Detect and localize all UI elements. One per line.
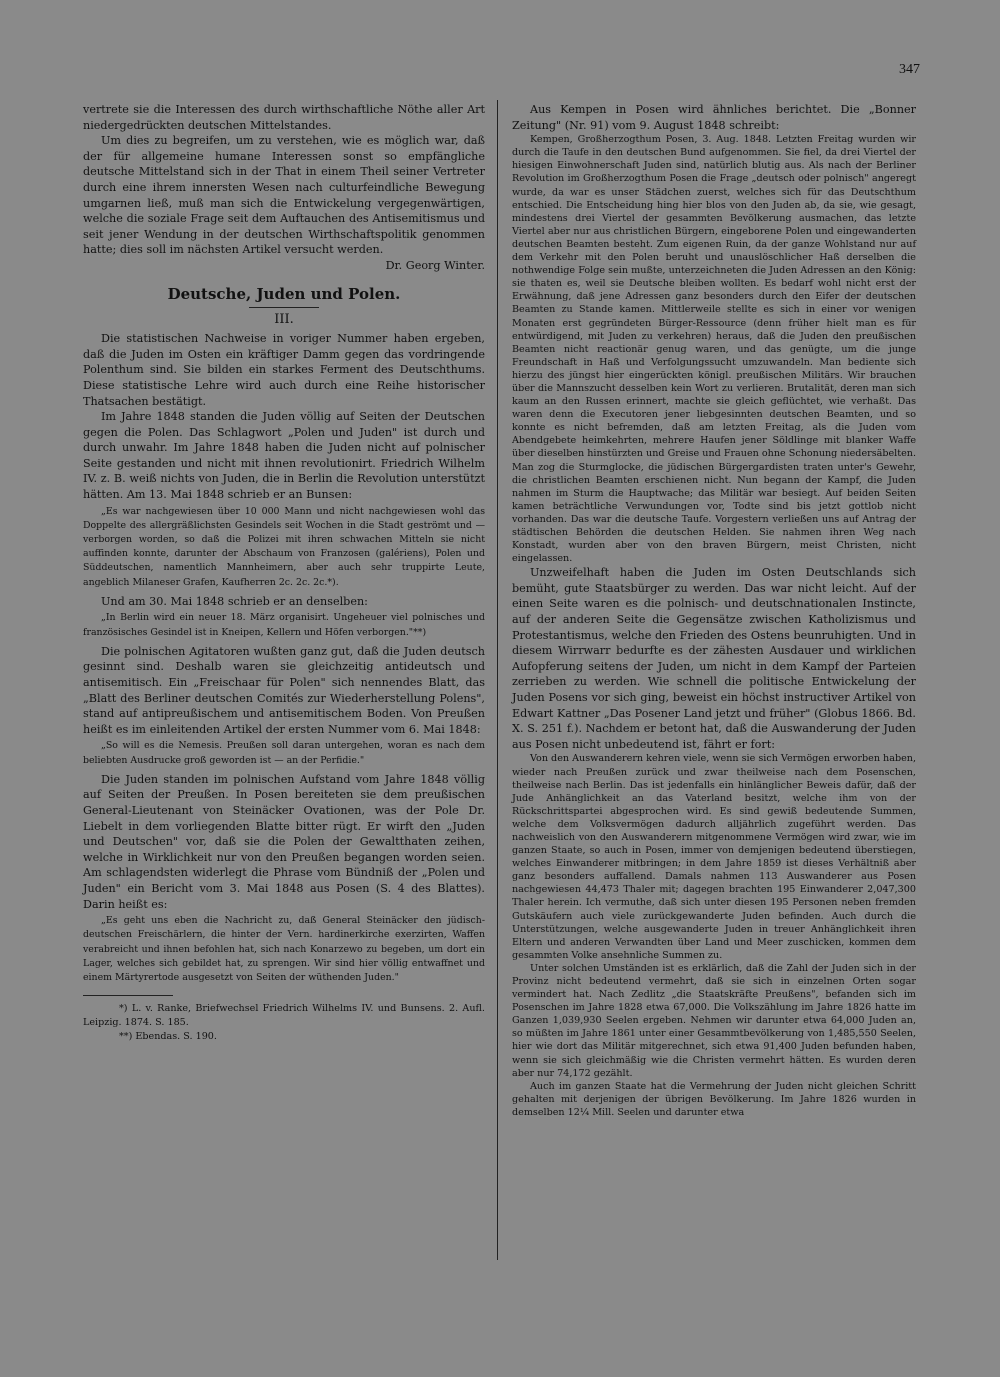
block-quote: Von den Auswanderern kehren viele, wenn sie sich Vermögen erworben haben, wieder nach Preußen zurück und zwar theilweise nach dem Posenschen, theilweise nach Berlin. Das ist jedenfalls ein hinlänglicher Beweis dafür, daß der Jude Anhänglichkeit an das Vaterland besitzt, welche ihm von der Rückschrittspartei abgesprochen wird. Es sind gewiß bedeutende Summen, welche dem Volksvermögen dadurch alljährlich zugeführt werden. Das nachweislich von den Auswanderern mitgenommene Vermögen wird zwar, wie im ganzen Staate, so auch in Posen, immer von demjenigen bedeutend überstiegen, welches Einwanderer mitbringen; in dem Jahre 1859 ist dieses Verhältniß aber ganz besonders auffallend. Damals nahmen 113 Auswanderer aus Posen nachgewiesen 44,473 Thaler mit; dagegen brachten 195 Einwanderer 2,047,300 Thaler herein. Ich vermuthe, daß sich unter diesen 195 Personen neben fremden Gutskäufern auch viele zurückgewanderte Juden befinden. Auch durch die Unterstützungen, welche ausgewanderte Juden in treuer Anhänglichkeit ihren Eltern und anderen Verwandten über Land und Meer zuschicken, kommen dem gesammten Volke ansehnliche Summen zu. [512, 753, 916, 961]
block-quote: Unter solchen Umständen ist es erklärlich, daß die Zahl der Juden sich in der Provinz nicht bedeutend vermehrt, daß sie sich in einzelnen Orten sogar vermindert hat. Nach Zedlitz „die Staatskräfte Preußens", befanden sich im Posenschen im Jahre 1828 etwa 67,000. Die Volkszählung im Jahre 1826 hatte im Ganzen 1,039,930 Seelen ergeben. Nehmen wir darunter etwa 64,000 Juden an, so müßten im Jahre 1861 unter einer Gesammtbevölkerung von 1,485,550 Seelen, hier wie dort das Militär mitgerechnet, sich etwa 91,400 Juden befunden haben, wenn sie sich gleichmäßig wie die Christen vermehrt hätten. Es wurden deren aber nur 74,172 gezählt. [512, 962, 916, 1079]
page-number: 347 [899, 62, 920, 77]
paragraph: Die statistischen Nachweise in voriger Nummer haben ergeben, daß die Juden im Osten ein kräftiger Damm gegen das vordringende Polenthum sind. Sie bilden ein starkes Ferment des Deutschthums. Diese statistische Lehre wird auch durch eine Reihe historischer Thatsachen bestätigt. [83, 332, 485, 408]
article-heading: Deutsche, Juden und Polen. [167, 284, 401, 303]
paragraph: Im Jahre 1848 standen die Juden völlig auf Seiten der Deutschen gegen die Polen. Das Schlagwort „Polen und Juden" ist durch und durch unwahr. Im Jahre 1848 haben die Juden nicht auf polnischer Seite gestanden und nicht mit ihnen revolutionirt. Friedrich Wilhelm IV. z. B. weiß nichts von Juden, die in Berlin die Revolution unterstützt hätten. Am 13. Mai 1848 schrieb er an Bunsen: [83, 410, 485, 502]
author-signature: Dr. Georg Winter. [385, 258, 485, 272]
footnote: *) L. v. Ranke, Briefwechsel Friedrich Wilhelms IV. und Bunsens. 2. Aufl. Leipzig. 1874. S. 185. [83, 1003, 485, 1029]
column-divider [497, 100, 498, 1260]
paragraph: Und am 30. Mai 1848 schrieb er an denselben: [101, 594, 368, 608]
article-part-number: III. [274, 311, 294, 327]
block-quote: „Es war nachgewiesen über 10 000 Mann und nicht nachgewiesen wohl das Doppelte des allergräßlichsten Gesindels seit Wochen in die Stadt geströmt und — verborgen worden, so daß die Polizei mit ihren schwachen Mitteln sie nicht auffinden konnte, darunter der Abschaum von Franzosen (galériens), Polen und Süddeutschen, namentlich Mannheimern, aber auch sehr truppirte Leute, angeblich Milaneser Grafen, Kaufherren 2c. 2c. 2c.*). [83, 505, 485, 588]
block-quote: Kempen, Großherzogthum Posen, 3. Aug. 1848. Letzten Freitag wurden wir durch die Taufe in den deutschen Bund aufgenommen. Sie fiel, da drei Viertel der hiesigen Einwohnerschaft Juden sind, natürlich blutig aus. Als nach der Berliner Revolution im Großherzogthum Posen die Frage „deutsch oder polnisch" angeregt wurde, da war es unser Städchen zuerst, welches sich für das Deutschthum entschied. Die Entscheidung hing hier blos von den Juden ab, da sie, wie gesagt, mindestens drei Viertel der gesammten Bevölkerung ausmachen, das letzte Viertel aber nur aus christlichen Bürgern, eingeborene Polen und eingewanderten deutschen Beamten besteht. Zum eigenen Ruin, da der ganze Wohlstand nur auf dem Verkehr mit den Polen beruht und unauslöschlicher Haß derselben die nothwendige Folge sein mußte, unterzeichneten die Juden Adressen an den König: sie thaten es, weil sie Deutsche bleiben wollten. Es bedarf wohl nicht erst der Erwähnung, daß jene Adressen ganz besonders durch den Eifer der deutschen Beamten zu Stande kamen. Mittlerweile stellte es sich in einer vor wenigen Monaten erst gegründeten Bürger-Ressource (denn früher hielt man es für entwürdigend, mit Juden zu verkehren) heraus, daß die Juden den preußischen Beamten nicht reactionär genug waren, und das genügte, um die junge Freundschaft in Haß und Verfolgungssucht umzuwandeln. Man bediente sich hierzu des jüngst hier eingerückten königl. preußischen Militärs. Wir brauchen über die Mannszucht desselben kein Wort zu verlieren. Brutalität, deren man sich kaum an den Russen erinnert, machte sie gleich geflüchtet, wie verhaßt. Das waren denn die Executoren jener liebgesinnten deutschen Beamten, und so konnte es nicht befremden, daß am letzten Freitag, als die Juden vom Abendgebete heimkehrten, mehrere Haufen jener Söldlinge mit blanker Waffe über dieselben hinstürzten und Greise und Frauen ohne Schonung niedersäbelten. Man zog die Sturmglocke, die jüdischen Bürgergardisten traten unter's Gewehr, die christlichen Beamten erschienen nicht. Nun begann der Kampf, die Juden nahmen im Sturm die Hauptwache; das Militär war besiegt. Auf beiden Seiten kamen beträchtliche Verwundungen vor, Todte sind bis jetzt gottlob nicht vorhanden. Das war die deutsche Taufe. Vorgestern verließen uns auf Antrag der städtischen Behörden die deutschen Helden. Sie nahmen ihren Weg nach Konstadt, wurden aber von den braven Bürgern, meist Christen, nicht eingelassen. [512, 134, 916, 565]
left-column [83, 102, 485, 1044]
block-quote: Auch im ganzen Staate hat die Vermehrung der Juden nicht gleichen Schritt gehalten mit derjenigen der übrigen Bevölkerung. Im Jahre 1826 wurden in demselben 12¼ Mill. Seelen und darunter etwa [512, 1080, 916, 1118]
footnote-rule [83, 995, 173, 996]
block-quote: „Es geht uns eben die Nachricht zu, daß General Steinäcker den jüdisch-deutschen Freischärlern, die hinter der Vern. hardinerkirche exerzirten, Waffen verabreicht und ihnen befohlen hat, sich nach Konarzewo zu begeben, um dort ein Lager, welches sich gebildet hat, zu sprengen. Wir sind hier völlig entwaffnet und einem Märtyrertode ausgesetzt von Seiten der wüthenden Juden." [83, 915, 485, 983]
heading-rule [249, 307, 319, 308]
right-column [512, 102, 916, 1119]
footnote: **) Ebendas. S. 190. [119, 1031, 217, 1043]
paragraph: Die polnischen Agitatoren wußten ganz gut, daß die Juden deutsch gesinnt sind. Deshalb waren sie gleichzeitig antideutsch und antisemitisch. Ein „Freischaar für Polen" sich nennendes Blatt, das „Blatt des Berliner deutschen Comités zur Wiederherstellung Polens", stand auf antipreußischem und antisemitischem Boden. Von Preußen heißt es im einleitenden Artikel der ersten Nummer vom 6. Mai 1848: [83, 644, 485, 736]
paragraph: Aus Kempen in Posen wird ähnliches berichtet. Die „Bonner Zeitung" (Nr. 91) vom 9. August 1848 schreibt: [512, 103, 916, 132]
paragraph: Die Juden standen im polnischen Aufstand vom Jahre 1848 völlig auf Seiten der Preußen. In Posen bereiteten sie dem preußischen General-Lieutenant von Steinäcker Ovationen, was der Pole Dr. Liebelt in dem vorliegenden Blatte bitter rügt. Er wirft den „Juden und Deutschen" vor, daß sie die Polen der Gewaltthaten zeihen, welche in Wirklichkeit nur von den Preußen begangen worden seien. Am schlagendsten widerlegt die Phrase vom Bündniß der „Polen und Juden" ein Bericht vom 3. Mai 1848 aus Posen (S. 4 des Blattes). Darin heißt es: [83, 772, 485, 911]
block-quote: „In Berlin wird ein neuer 18. März organisirt. Ungeheuer viel polnisches und französisches Gesindel ist in Kneipen, Kellern und Höfen verborgen."**) [83, 612, 485, 638]
paragraph: Unzweifelhaft haben die Juden im Osten Deutschlands sich bemüht, gute Staatsbürger zu werden. Das war nicht leicht. Auf der einen Seite waren es die polnisch- und deutschnationalen Instincte, auf der anderen Seite die Gegensätze zwischen Katholizismus und Protestantismus, welche den Frieden des Ostens beunruhigten. Und in diesem Wirrwarr bedurfte es der zähesten Ausdauer und wirklichen Aufopferung seitens der Juden, um nicht in dem Kampf der Parteien zerrieben zu werden. Wie schnell die politische Entwickelung der Juden Posens vor sich ging, beweist ein höchst instructiver Artikel von Edwart Kattner „Das Posener Land jetzt und früher" (Globus 1866. Bd. X. S. 251 f.). Nachdem er betont hat, daß die Auswanderung der Juden aus Posen nicht unbedeutend ist, fährt er fort: [512, 566, 916, 751]
paragraph: vertrete sie die Interessen des durch wirthschaftliche Nöthe aller Art niedergedrückten deutschen Mittelstandes. [83, 103, 485, 132]
paragraph: Um dies zu begreifen, um zu verstehen, wie es möglich war, daß der für allgemeine humane Interessen sonst so empfängliche deutsche Mittelstand sich in der That in einem Theil seiner Vertreter durch eine ihrem innersten Wesen nach culturfeindliche Bewegung umgarnen ließ, muß man sich die Entwickelung vergegenwärtigen, welche die soziale Frage seit dem Auftauchen des Antisemitismus und seit jener Wendung in der deutschen Wirthschaftspolitik genommen hatte; dies soll im nächsten Artikel versucht werden. [83, 134, 485, 257]
block-quote: „So will es die Nemesis. Preußen soll daran untergehen, woran es nach dem beliebten Ausdrucke groß geworden ist — an der Perfidie." [83, 740, 485, 766]
